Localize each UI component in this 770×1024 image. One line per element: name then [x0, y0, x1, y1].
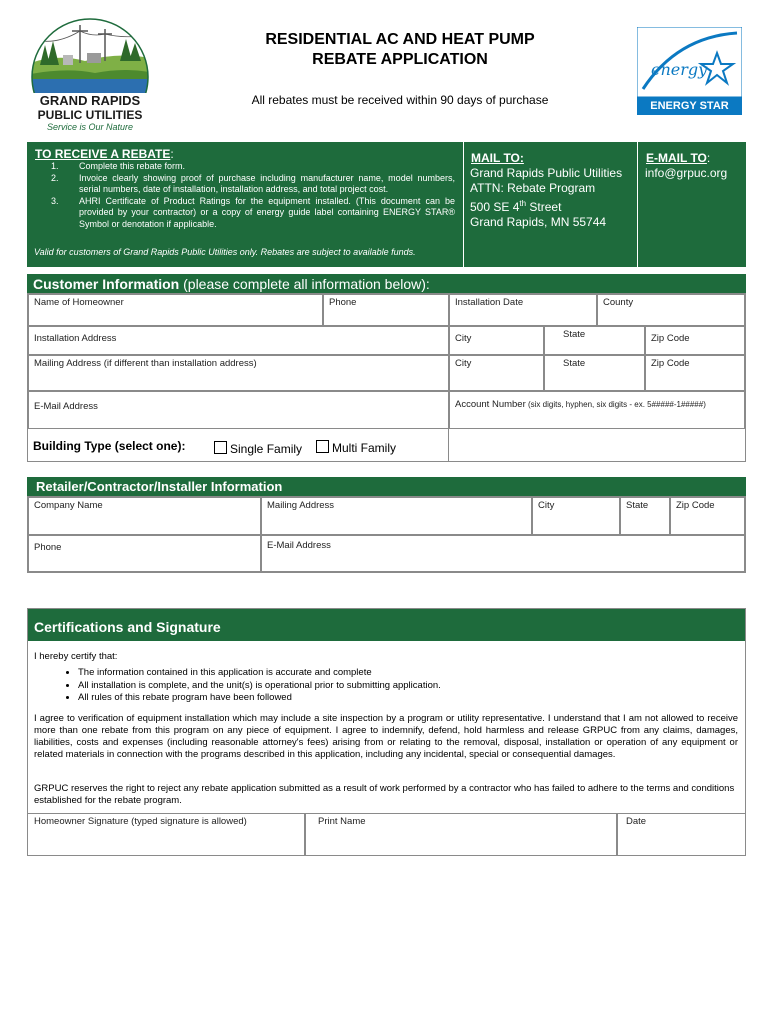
- page-subtitle: All rebates must be received within 90 days of purchase: [251, 93, 549, 107]
- building-type-label: Building Type (select one):: [33, 439, 186, 453]
- step-text: AHRI Certificate of Product Ratings for the equipment installed. (This document can be provided by your contractor) or a copy of energy guide label containing ENERGY STAR® Symbol or denotation if applicable.: [79, 195, 455, 229]
- mail-to-panel: [463, 142, 638, 267]
- energy-star-icon: [637, 27, 742, 97]
- certifications-section-header: [28, 609, 745, 641]
- mail-to-line: ATTN: Rebate Program: [470, 181, 596, 195]
- account-number-hint: (six digits, hyphen, six digits - ex. 5#####-1#####): [525, 400, 706, 409]
- certify-intro: I hereby certify that:: [34, 651, 118, 662]
- logo-name-line2: PUBLIC UTILITIES: [37, 108, 143, 122]
- instructions-step: [51, 161, 455, 173]
- certifications-heading: Certifications and Signature: [34, 619, 221, 635]
- retailer-state-field[interactable]: State: [620, 497, 670, 535]
- email-to-panel: [637, 142, 746, 267]
- mail-to-line: Grand Rapids, MN 55744: [470, 215, 607, 229]
- installation-state-field[interactable]: State: [544, 326, 645, 355]
- multi-family-option[interactable]: [316, 440, 396, 455]
- energy-star-logo: [637, 27, 742, 115]
- agreement-paragraph: I agree to verification of equipment installation which may include a site inspection by a program or utility representative. I understand that I am not allowed to receive more than one rebate from this program on any piece of equipment. I agree to indemnify, defend, hold harmless and release GRPUC from any claims, damages, liabilities, costs and expenses (including reasonable attorney's fees) arising from or relating to the removal, disposal, installation or operation of any equipment or related materials in connection with the programs described in this application, including any incidental, special or consequential damages.: [34, 713, 738, 760]
- account-number-field[interactable]: [449, 391, 745, 429]
- customer-heading: Customer Information: [33, 276, 180, 292]
- retailer-section-header: [27, 477, 746, 496]
- page-title: [200, 30, 600, 70]
- customer-heading-note: (please complete all information below):: [179, 276, 430, 292]
- step-number: 3.: [51, 195, 59, 206]
- certify-bullet: • All rules of this rebate program have been followed: [78, 692, 441, 705]
- homeowner-signature-field[interactable]: Homeowner Signature (typed signature is allowed): [28, 813, 305, 855]
- mail-to-heading: MAIL TO:: [471, 151, 524, 165]
- instructions-panel: [27, 142, 464, 267]
- retailer-heading: Retailer/Contractor/Installer Information: [36, 479, 283, 494]
- retailer-email-field[interactable]: E-Mail Address: [261, 535, 745, 572]
- mailing-zip-field[interactable]: Zip Code: [645, 355, 745, 391]
- print-name-field[interactable]: Print Name: [305, 813, 617, 855]
- instructions-heading: TO RECEIVE A REBATE: [35, 147, 171, 161]
- step-text: Invoice clearly showing proof of purchase including manufacturer name, model numbers, serial numbers, date of installation, installation address, and total project cost.: [79, 172, 455, 194]
- street-number-suffix: th: [519, 199, 527, 208]
- single-family-option[interactable]: [214, 441, 302, 456]
- step-number: 2.: [51, 172, 59, 183]
- certify-bullet: • All installation is complete, and the unit(s) is operational prior to submitting application.: [78, 680, 441, 693]
- mail-to-line: [470, 196, 622, 215]
- mailing-state-field[interactable]: State: [544, 355, 645, 391]
- building-type-row: [28, 429, 449, 461]
- customer-table: [27, 293, 746, 462]
- logo-landscape-icon: [25, 15, 155, 93]
- retailer-mailing-address-field[interactable]: Mailing Address: [261, 497, 532, 535]
- email-to-heading: E-MAIL TO: [646, 151, 707, 165]
- retailer-city-field[interactable]: City: [532, 497, 620, 535]
- title-line2: REBATE APPLICATION: [312, 51, 488, 68]
- mail-to-line: Grand Rapids Public Utilities: [470, 166, 623, 180]
- step-number: 1.: [51, 161, 59, 171]
- multi-family-label: Multi Family: [332, 441, 397, 455]
- retailer-phone-field[interactable]: Phone: [28, 535, 261, 572]
- phone-field[interactable]: Phone: [323, 294, 449, 326]
- street-number: 500 SE 4: [470, 200, 520, 214]
- retailer-zip-field[interactable]: Zip Code: [670, 497, 745, 535]
- title-line1: RESIDENTIAL AC AND HEAT PUMP: [265, 31, 535, 48]
- instructions-steps: [51, 161, 455, 230]
- mail-to-address: [470, 166, 622, 230]
- certifications-box: [27, 608, 746, 856]
- instructions-heading-wrap: [35, 147, 174, 161]
- certify-bullet: • The information contained in this application is accurate and complete: [78, 667, 441, 680]
- grpuc-rights-paragraph: GRPUC reserves the right to reject any rebate application submitted as a result of work performed by a contractor who has failed to adhere to the terms and conditions established for the rebate program.: [34, 783, 735, 806]
- single-family-label: Single Family: [230, 442, 303, 456]
- instructions-box: [27, 142, 746, 267]
- street-name: Street: [526, 200, 562, 214]
- instructions-footnote: Valid for customers of Grand Rapids Public Utilities only. Rebates are subject to available funds.: [34, 247, 416, 257]
- multi-family-checkbox[interactable]: [316, 440, 329, 453]
- mailing-city-field[interactable]: City: [449, 355, 544, 391]
- email-to-colon: :: [706, 151, 711, 165]
- email-to-address[interactable]: info@grpuc.org: [645, 166, 728, 180]
- company-name-field[interactable]: Company Name: [28, 497, 261, 535]
- retailer-table: [27, 496, 746, 573]
- email-address-field[interactable]: E-Mail Address: [28, 391, 449, 429]
- instructions-heading-colon: :: [170, 147, 174, 161]
- customer-section-header: [27, 274, 746, 293]
- energy-star-label: ENERGY STAR: [637, 97, 742, 115]
- logo-name-line1: GRAND RAPIDS: [39, 93, 141, 108]
- installation-date-field[interactable]: Installation Date: [449, 294, 597, 326]
- single-family-checkbox[interactable]: [214, 441, 227, 454]
- mailing-address-field[interactable]: Mailing Address (if different than installation address): [28, 355, 449, 391]
- installation-address-field[interactable]: Installation Address: [28, 326, 449, 355]
- installation-zip-field[interactable]: Zip Code: [645, 326, 745, 355]
- account-number-label: Account Number: [455, 399, 526, 410]
- date-field[interactable]: Date: [617, 813, 745, 855]
- certify-bullets: [64, 667, 441, 705]
- logo-tagline: Service is Our Nature: [46, 122, 134, 132]
- step-text: Complete this rebate form.: [79, 161, 186, 171]
- instructions-step: [51, 196, 455, 231]
- name-of-homeowner-field[interactable]: Name of Homeowner: [28, 294, 323, 326]
- instructions-step: [51, 173, 455, 196]
- email-to-heading-wrap: [646, 151, 710, 165]
- energy-script-text: energy: [651, 60, 708, 79]
- county-field[interactable]: County: [597, 294, 745, 326]
- installation-city-field[interactable]: City: [449, 326, 544, 355]
- grpu-logo: [25, 15, 155, 133]
